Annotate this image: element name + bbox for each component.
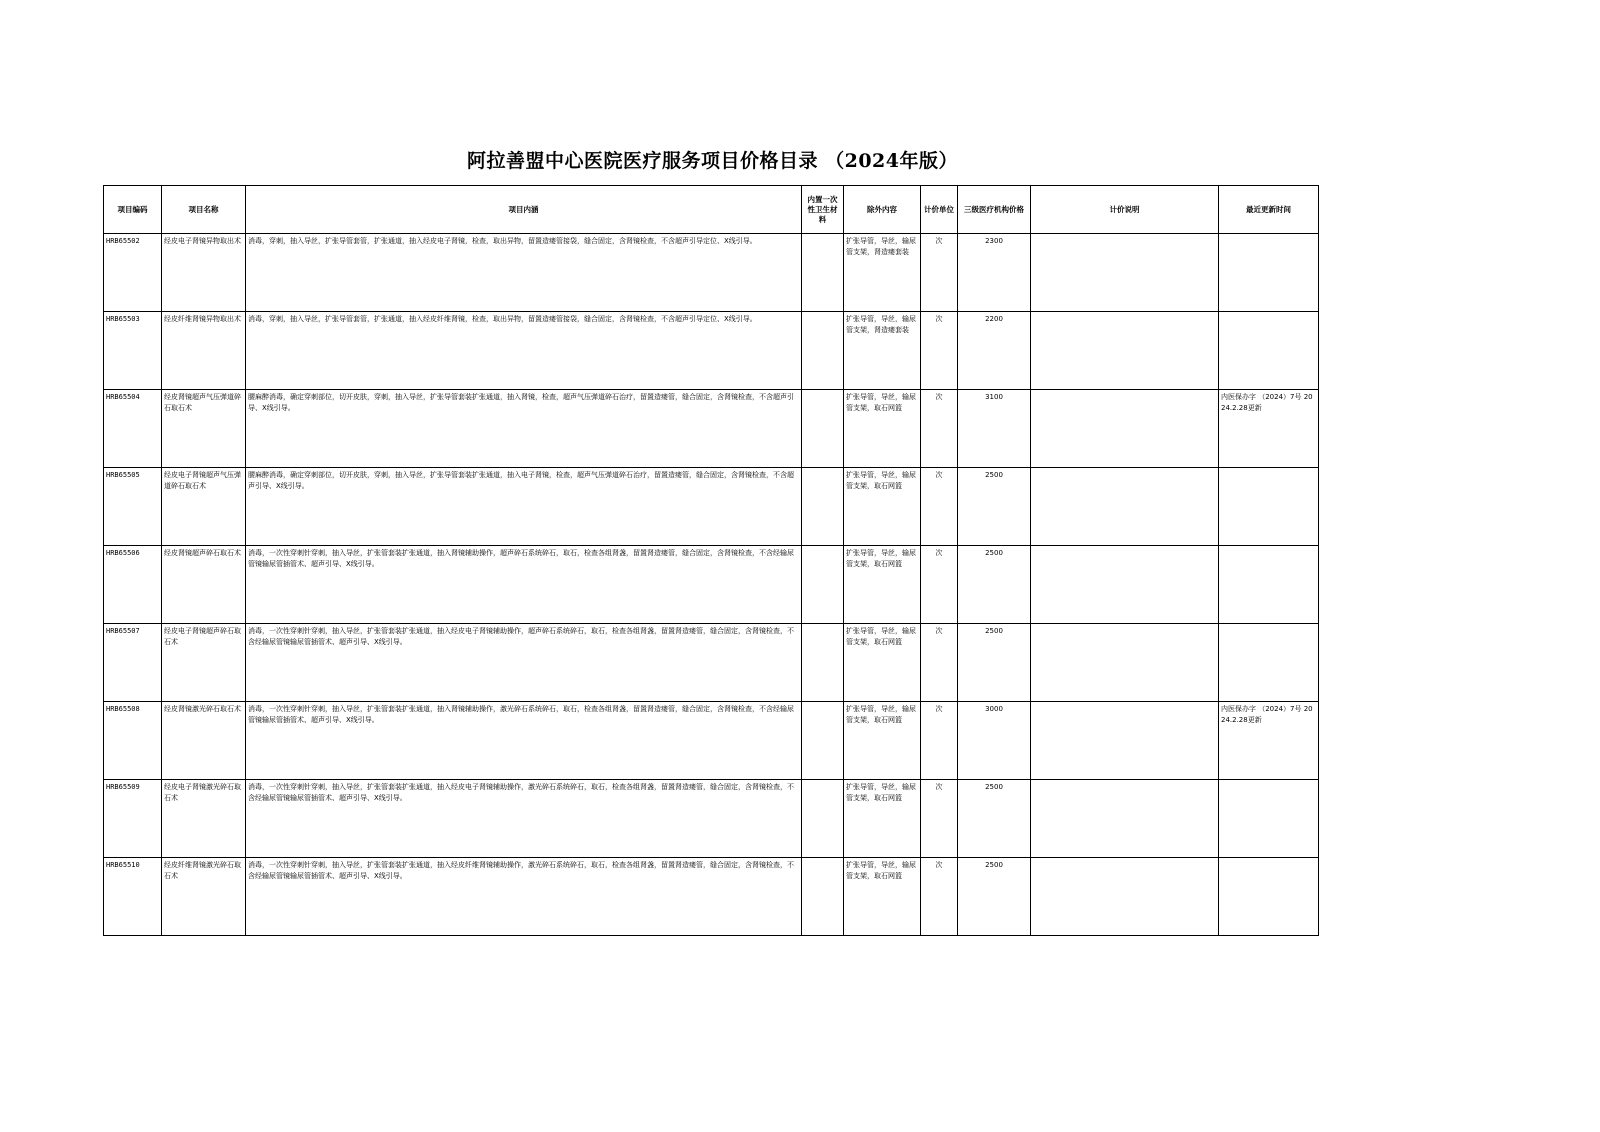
item-name: 经皮肾镜超声气压弹道碎石取石术 <box>162 390 246 468</box>
item-code: HRB65508 <box>104 702 162 780</box>
item-unit: 次 <box>921 702 958 780</box>
item-name: 经皮肾镜激光碎石取石术 <box>162 702 246 780</box>
item-content: 消毒，一次性穿刺针穿刺，抽入导丝，扩张管套装扩张通道，抽入经皮纤维肾镜辅助操作，激光碎石系统碎石，取石，检查各组肾盏，留置肾造瘘管，缝合固定，含肾镜检查，不含经输尿管镜输尿管插管术、超声引导、X线引导。 <box>246 858 802 936</box>
item-exclude: 扩张导管，导丝，输尿管支架，取石网篮 <box>844 624 921 702</box>
item-name: 经皮电子肾镜激光碎石取石术 <box>162 780 246 858</box>
item-note <box>1031 702 1219 780</box>
item-updated <box>1219 546 1319 624</box>
item-unit: 次 <box>921 234 958 312</box>
header-name: 项目名称 <box>162 186 246 234</box>
table-row <box>104 312 1319 390</box>
item-code: HRB65503 <box>104 312 162 390</box>
table-row <box>104 468 1319 546</box>
item-price: 2500 <box>958 858 1031 936</box>
table-header-row <box>104 186 1319 234</box>
item-exclude: 扩张导管，导丝，输尿管支架，取石网篮 <box>844 780 921 858</box>
item-name: 经皮纤维肾镜异物取出术 <box>162 312 246 390</box>
item-exclude: 扩张导管，导丝，输尿管支架，取石网篮 <box>844 390 921 468</box>
item-price: 2500 <box>958 546 1031 624</box>
item-price: 2300 <box>958 234 1031 312</box>
item-unit: 次 <box>921 624 958 702</box>
table-row <box>104 546 1319 624</box>
item-code: HRB65505 <box>104 468 162 546</box>
table-row <box>104 624 1319 702</box>
item-price: 3100 <box>958 390 1031 468</box>
header-price: 三级医疗机构价格 <box>958 186 1031 234</box>
item-unit: 次 <box>921 468 958 546</box>
page-title: 阿拉善盟中心医院医疗服务项目价格目录 （2024年版） <box>467 150 958 172</box>
item-price: 2500 <box>958 468 1031 546</box>
item-content: 腰麻醉消毒，确定穿刺部位，切开皮肤，穿刺，抽入导丝，扩张导管套装扩张通道，抽入肾镜，检查，超声气压弹道碎石治疗，留置造瘘管，缝合固定，含肾镜检查，不含超声引导、X线引导。 <box>246 390 802 468</box>
table-row <box>104 858 1319 936</box>
table-row <box>104 234 1319 312</box>
table-row <box>104 390 1319 468</box>
item-code: HRB65509 <box>104 780 162 858</box>
item-exclude: 扩张导管，导丝，输尿管支架，取石网篮 <box>844 546 921 624</box>
item-name: 经皮电子肾镜异物取出术 <box>162 234 246 312</box>
item-updated <box>1219 858 1319 936</box>
header-code: 项目编码 <box>104 186 162 234</box>
item-updated <box>1219 234 1319 312</box>
item-unit: 次 <box>921 546 958 624</box>
item-material <box>802 390 844 468</box>
header-unit: 计价单位 <box>921 186 958 234</box>
item-material <box>802 780 844 858</box>
item-code: HRB65502 <box>104 234 162 312</box>
table-row <box>104 702 1319 780</box>
item-updated <box>1219 312 1319 390</box>
item-price: 3000 <box>958 702 1031 780</box>
item-name: 经皮电子肾镜超声碎石取石术 <box>162 624 246 702</box>
item-updated: 内医保办字 （2024）7号 2024.2.28更新 <box>1219 702 1319 780</box>
item-code: HRB65504 <box>104 390 162 468</box>
item-note <box>1031 468 1219 546</box>
item-updated <box>1219 468 1319 546</box>
item-unit: 次 <box>921 312 958 390</box>
header-note: 计价说明 <box>1031 186 1219 234</box>
item-exclude: 扩张导管，导丝，输尿管支架，取石网篮 <box>844 858 921 936</box>
item-price: 2200 <box>958 312 1031 390</box>
item-price: 2500 <box>958 780 1031 858</box>
header-updated: 最近更新时间 <box>1219 186 1319 234</box>
item-material <box>802 546 844 624</box>
item-exclude: 扩张导管，导丝，输尿管支架，肾造瘘套装 <box>844 312 921 390</box>
item-note <box>1031 312 1219 390</box>
header-material: 内置一次性卫生材料 <box>802 186 844 234</box>
item-updated: 内医保办字 （2024）7号 2024.2.28更新 <box>1219 390 1319 468</box>
item-price: 2500 <box>958 624 1031 702</box>
item-note <box>1031 234 1219 312</box>
item-exclude: 扩张导管，导丝，输尿管支架，取石网篮 <box>844 702 921 780</box>
item-material <box>802 624 844 702</box>
item-updated <box>1219 780 1319 858</box>
header-exclude: 除外内容 <box>844 186 921 234</box>
item-name: 经皮电子肾镜超声气压弹道碎石取石术 <box>162 468 246 546</box>
item-material <box>802 858 844 936</box>
item-code: HRB65507 <box>104 624 162 702</box>
item-note <box>1031 780 1219 858</box>
item-unit: 次 <box>921 390 958 468</box>
item-note <box>1031 858 1219 936</box>
item-unit: 次 <box>921 780 958 858</box>
item-content: 消毒，一次性穿刺针穿刺，抽入导丝，扩张管套装扩张通道，抽入经皮电子肾镜辅助操作，超声碎石系统碎石，取石，检查各组肾盏，留置肾造瘘管，缝合固定，含肾镜检查，不含经输尿管镜输尿管插管术、超声引导、X线引导。 <box>246 624 802 702</box>
table-row <box>104 780 1319 858</box>
item-updated <box>1219 624 1319 702</box>
item-code: HRB65506 <box>104 546 162 624</box>
item-material <box>802 468 844 546</box>
item-note <box>1031 390 1219 468</box>
item-unit: 次 <box>921 858 958 936</box>
item-name: 经皮肾镜超声碎石取石术 <box>162 546 246 624</box>
item-content: 腰麻醉消毒，确定穿刺部位，切开皮肤，穿刺，抽入导丝，扩张导管套装扩张通道，抽入电子肾镜，检查，超声气压弹道碎石治疗，留置造瘘管，缝合固定，含肾镜检查，不含超声引导、X线引导。 <box>246 468 802 546</box>
item-material <box>802 702 844 780</box>
item-note <box>1031 624 1219 702</box>
item-material <box>802 312 844 390</box>
item-material <box>802 234 844 312</box>
item-content: 消毒，一次性穿刺针穿刺，抽入导丝，扩张管套装扩张通道，抽入经皮电子肾镜辅助操作，激光碎石系统碎石，取石，检查各组肾盏，留置肾造瘘管，缝合固定，含肾镜检查，不含经输尿管镜输尿管插管术、超声引导、X线引导。 <box>246 780 802 858</box>
item-content: 消毒，一次性穿刺针穿刺，抽入导丝，扩张管套装扩张通道，抽入肾镜辅助操作，激光碎石系统碎石，取石，检查各组肾盏，留置肾造瘘管，缝合固定，含肾镜检查，不含经输尿管镜输尿管插管术、超声引导、X线引导。 <box>246 702 802 780</box>
item-exclude: 扩张导管，导丝，输尿管支架，取石网篮 <box>844 468 921 546</box>
item-content: 消毒，穿刺，抽入导丝，扩张导管套管，扩张通道，抽入经皮电子肾镜，检查，取出异物，留置造瘘管接袋，缝合固定，含肾镜检查，不含超声引导定位、X线引导。 <box>246 234 802 312</box>
header-content: 项目内涵 <box>246 186 802 234</box>
item-content: 消毒，穿刺，抽入导丝，扩张导管套管，扩张通道，抽入经皮纤维肾镜，检查，取出异物，留置造瘘管接袋，缝合固定，含肾镜检查，不含超声引导定位、X线引导。 <box>246 312 802 390</box>
price-table <box>103 185 1319 936</box>
item-content: 消毒，一次性穿刺针穿刺，抽入导丝，扩张管套装扩张通道，抽入肾镜辅助操作，超声碎石系统碎石，取石，检查各组肾盏，留置肾造瘘管，缝合固定，含肾镜检查，不含经输尿管镜输尿管插管术、超声引导、X线引导。 <box>246 546 802 624</box>
item-exclude: 扩张导管，导丝，输尿管支架，肾造瘘套装 <box>844 234 921 312</box>
item-note <box>1031 546 1219 624</box>
item-code: HRB65510 <box>104 858 162 936</box>
item-name: 经皮纤维肾镜激光碎石取石术 <box>162 858 246 936</box>
